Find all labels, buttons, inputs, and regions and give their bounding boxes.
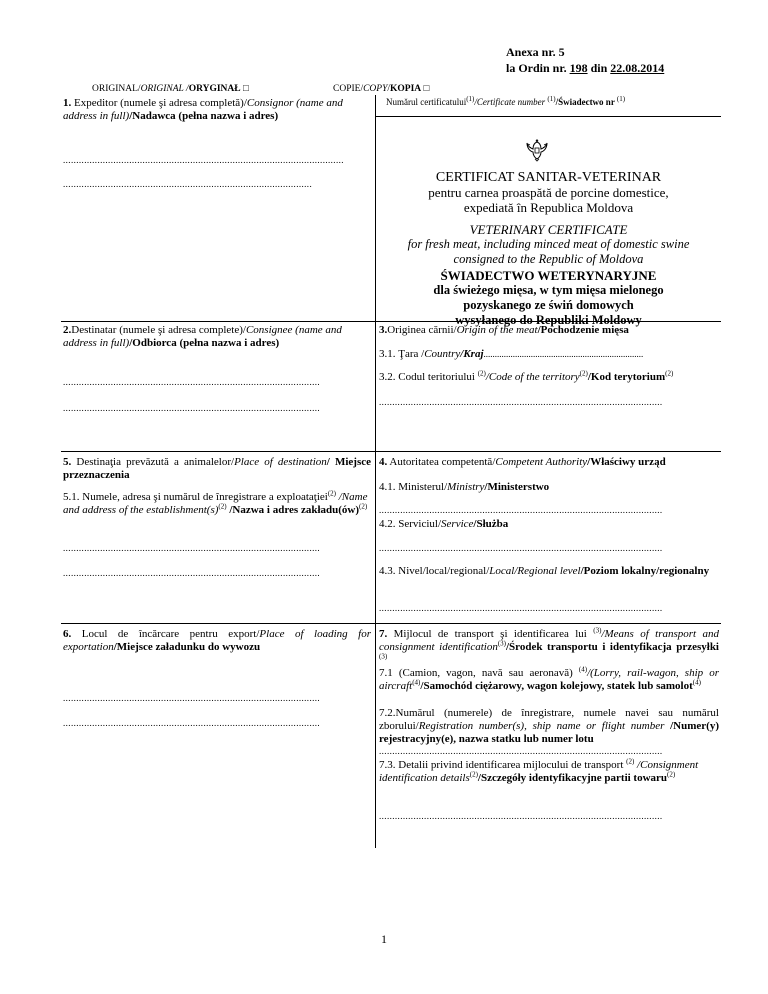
transport-label: 7. Mijlocul de transport şi identificarea lui $^{(3)}$/Means of transport and consignment identification$^{(3)}$/Środek transportu i identyfikacja przesyłki $^{(3)}$ [379,626,719,661]
original-flag: ORIGINAL/ORIGINAL /ORYGINAŁ □ [92,84,249,94]
title-en-main: VETERINARY CERTIFICATE [469,222,628,237]
origin-label: 3.Originea cărnii/Origin of the meat/Pochodzenie mięsa [379,324,629,336]
annex-header [506,44,664,76]
service-label: 4.2. Serviciul/Service/Służba [379,518,509,530]
origin-country-field[interactable]: ....................................................................... [483,349,644,359]
original-checkbox[interactable]: □ [242,84,249,94]
consignee-label: 2.Destinatar (numele şi adresa complete)/Consignee (name and address in full)/Odbiorca (pełna nazwa i adres) [63,324,342,349]
title-ro: CERTIFICAT SANITAR-VETERINAR pentru carnea proaspătă de porcine domestice, expediată în Republica Moldova [376,170,721,215]
divider [61,623,721,624]
title-ro-main: CERTIFICAT SANITAR-VETERINAR [435,170,662,185]
consignee-field-1[interactable]: ................................................................................................. [63,377,321,387]
divider [376,116,721,117]
origin-country: 3.1. Ţara /Country/Kraj....................................................................... [379,348,644,360]
consignor-field-2[interactable]: .............................................................................................. [63,179,313,189]
annex-number: Anexa nr. 5 [506,45,565,59]
destination-label: 5. Destinaţia prevăzută a animalelor/Place of destination/ Miejsce przeznaczenia [63,456,372,481]
loading-place-field-1[interactable]: ................................................................................................. [63,693,321,703]
annex-order: la Ordin nr. 198 din 22.08.2014 [506,61,665,75]
registration-field[interactable]: ........................................................................................................... [379,746,663,756]
certificate-number-label: Numărul certificatului$^{(1)}$/Certificate number $^{(1)}$/Świadectwo nr $^{(1)}$ [386,95,626,107]
origin-territory-field[interactable]: ........................................................................................................... [379,397,663,407]
authority-label: 4. Autoritatea competentă/Competent Authority/Właściwy urząd [379,456,666,468]
establishment-field-1[interactable]: ................................................................................................. [63,543,321,553]
establishment-field-2[interactable]: ................................................................................................. [63,568,321,578]
establishment-label: 5.1. Numele, adresa şi numărul de înregistrare a exploataţiei$^{(2)}$ /Name and address of the $establishment(s)^{(2)}$ /Nazwa i adres zakładu(ów)$^{(2)}$ [63,489,368,516]
title-pl: ŚWIADECTWO WETERYNARYJNE dla świeżego mięsa, w tym mięsa mielonego pozyskanego ze świń domowych wysyłanego do Republiki Moldowy [376,268,721,328]
order-number: 198 [569,61,588,75]
copy-flag: COPIE/COPY/KOPIA □ [333,84,430,94]
title-en: VETERINARY CERTIFICATE for fresh meat, including minced meat of domestic swine consigned to the Republic of Moldova [376,222,721,267]
ministry-label: 4.1. Ministerul/Ministry/Ministerstwo [379,481,550,493]
level-label: 4.3. Nivel/local/regional/Local/Regional level/Poziom lokalny/regionalny [379,565,710,577]
consignor-field-1[interactable]: .......................................................................................................... [63,155,344,165]
consignee-field-2[interactable]: ................................................................................................. [63,403,321,413]
certificate-grid [61,95,721,848]
loading-place-label: 6. Locul de încărcare pentru export/Place of loading for exportation/Miejsce załadunku do wywozu [63,628,372,653]
title-pl-main: ŚWIADECTWO WETERYNARYJNE [440,268,657,283]
copy-checkbox[interactable]: □ [423,84,430,94]
consignor-label: 1. Expeditor (numele şi adresa completă)/Consignor (name and address in full)/Nadawca (pełna nazwa i adres) [63,97,343,122]
origin-territory-label: 3.2. Codul teritoriului $^{(2)}$/Code of the territory$^{(2)}$/Kod terytorium$^{(2)}$ [379,369,674,383]
page-number: 1 [381,932,387,946]
coat-of-arms-icon [525,137,549,163]
divider [61,451,721,452]
consignment-details-field[interactable]: ........................................................................................................... [379,811,663,821]
loading-place-field-2[interactable]: ................................................................................................. [63,718,321,728]
order-date: 22.08.2014 [610,61,665,75]
transport-type-label: 7.1 (Camion, vagon, navă sau aeronavă) $^{(4)}$/(Lorry, rail-wagon, ship or aircraft$^{(4)}$/Samochód ciężarowy, wagon kolejowy, statek lub samolot$^{(4)}$ [379,665,719,692]
level-field[interactable]: ........................................................................................................... [379,603,663,613]
registration-label: 7.2.Numărul (numerele) de înregistrare, numele navei sau numărul zborului/Registration number(s), ship name or flight number /Numer(y) rejestracyjny(e), nazwa statku lub numer lotu [379,707,719,745]
ministry-field[interactable]: ........................................................................................................... [379,505,663,515]
service-field[interactable]: ........................................................................................................... [379,543,663,553]
consignment-details-label: 7.3. Detalii privind identificarea mijlocului de transport $^{(2)}$ /Consignment identification details$^{(2)}$/Szczegóły identyfikacyjne partii towaru$^{(2)}$ [379,757,699,784]
